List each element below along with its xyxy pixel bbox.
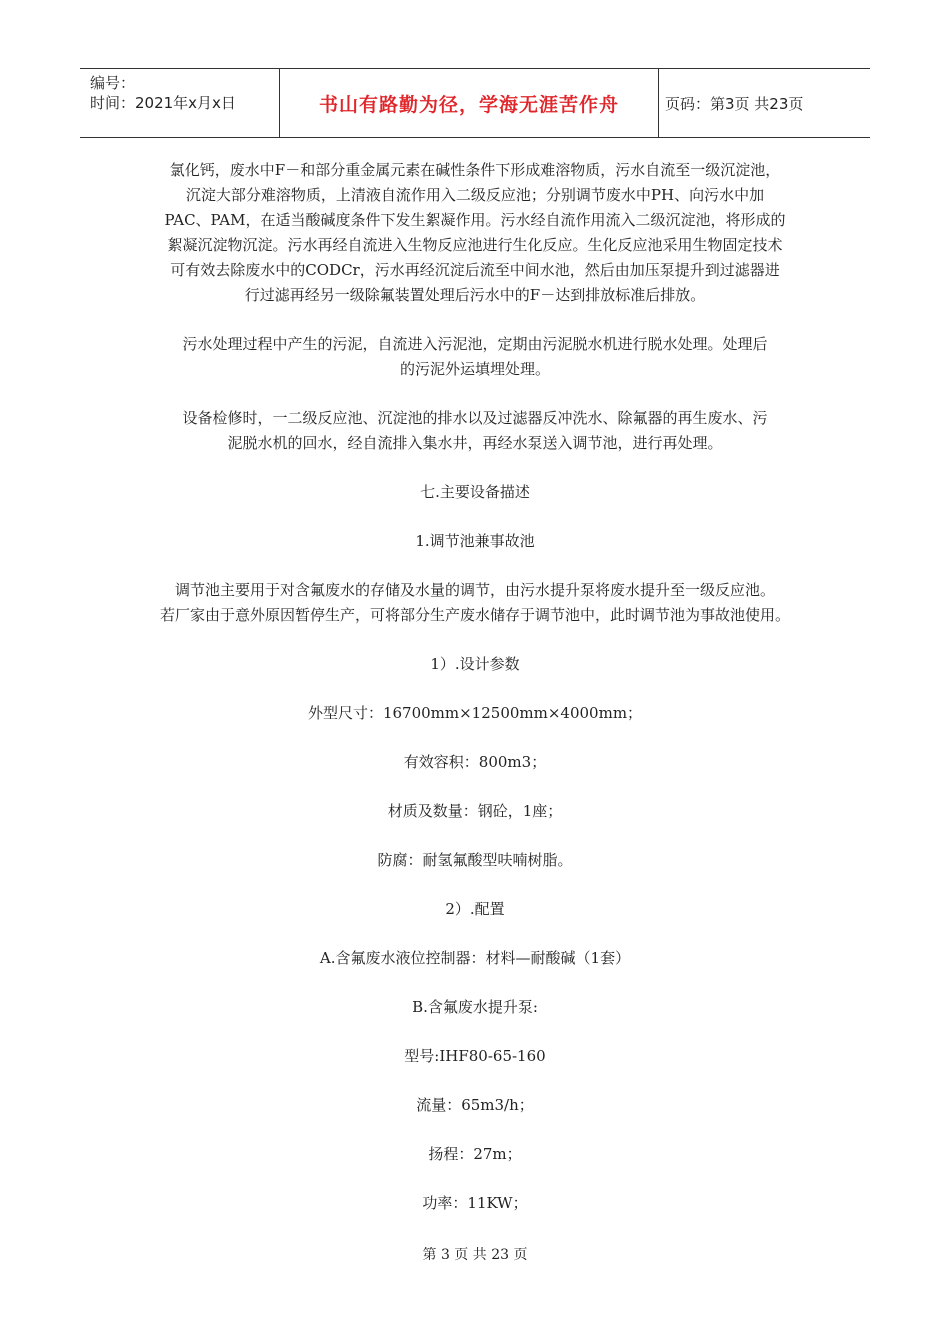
config-item: 型号:IHF80-65-160 xyxy=(404,1047,546,1065)
text-line: 若厂家由于意外原因暂停生产，可将部分生产废水储存于调节池中，此时调节池为事故池使用。 xyxy=(159,606,790,624)
text-line: 可有效去除废水中的CODCr，污水再经沉淀后流至中间水池，然后由加压泵提升到过滤器进 xyxy=(170,261,780,279)
number-label: 编号： xyxy=(90,74,136,92)
text-line: 氯化钙，废水中F－和部分重金属元素在碱性条件下形成难溶物质，污水自流至一级沉淀池， xyxy=(169,161,781,179)
text-line: 絮凝沉淀物沉淀。污水再经自流进入生物反应池进行生化反应。生化反应池采用生物固定技术 xyxy=(167,236,783,254)
text-line: PAC、PAM，在适当酸碱度条件下发生絮凝作用。污水经自流作用流入二级沉淀池，将形成的 xyxy=(164,211,786,229)
text-line: 设备检修时，一二级反应池、沉淀池的排水以及过滤器反冲洗水、除氟器的再生废水、污 xyxy=(182,409,768,427)
design-param-item: 外型尺寸：16700mm×12500mm×4000mm； xyxy=(307,704,643,722)
design-param-item: 防腐：耐氢氟酸型呋喃树脂。 xyxy=(377,851,573,869)
config-item: A.含氟废水液位控制器：材料—耐酸碱（1套） xyxy=(319,949,631,967)
paragraph-2 xyxy=(140,332,810,382)
text-line: 沉淀大部分难溶物质，上清液自流作用入二级反应池；分别调节废水中PH、向污水中加 xyxy=(185,186,765,204)
page-info: 页码：第3页 共23页 xyxy=(665,94,804,113)
page-footer: 第 3 页 共 23 页 xyxy=(422,1247,528,1263)
config-item: 流量：65m3/h； xyxy=(416,1096,534,1114)
design-param-item: 材质及数量：钢砼，1座； xyxy=(387,802,563,820)
motto: 书山有路勤为径，学海无涯苦作舟 xyxy=(280,69,659,137)
subsection-title: 1.调节池兼事故池 xyxy=(415,532,535,550)
document-body xyxy=(140,158,810,1240)
time-label: 时间：2021年x月x日 xyxy=(90,94,236,112)
config-item: 扬程：27m； xyxy=(428,1145,522,1163)
design-params-title: 1）.设计参数 xyxy=(430,655,520,673)
header-left-cell xyxy=(80,69,280,137)
text-line: 行过滤再经另一级除氟装置处理后污水中的F－达到排放标准后排放。 xyxy=(244,286,706,304)
text-line: 泥脱水机的回水，经自流排入集水井，再经水泵送入调节池，进行再处理。 xyxy=(227,434,723,452)
config-title: 2）.配置 xyxy=(445,900,505,918)
section-title: 七.主要设备描述 xyxy=(420,483,530,501)
page-header xyxy=(80,68,870,138)
config-item: 功率：11KW； xyxy=(422,1194,528,1212)
design-param-item: 有效容积：800m3； xyxy=(403,753,547,771)
paragraph-1 xyxy=(140,158,810,308)
config-item: B.含氟废水提升泵: xyxy=(412,998,538,1016)
paragraph-3 xyxy=(140,406,810,456)
text-line: 污水处理过程中产生的污泥，自流进入污泥池，定期由污泥脱水机进行脱水处理。处理后 xyxy=(182,335,768,353)
text-line: 的污泥外运填埋处理。 xyxy=(399,360,550,378)
text-line: 调节池主要用于对含氟废水的存储及水量的调节，由污水提升泵将废水提升至一级反应池。 xyxy=(174,581,775,599)
intro-paragraph xyxy=(140,578,810,628)
